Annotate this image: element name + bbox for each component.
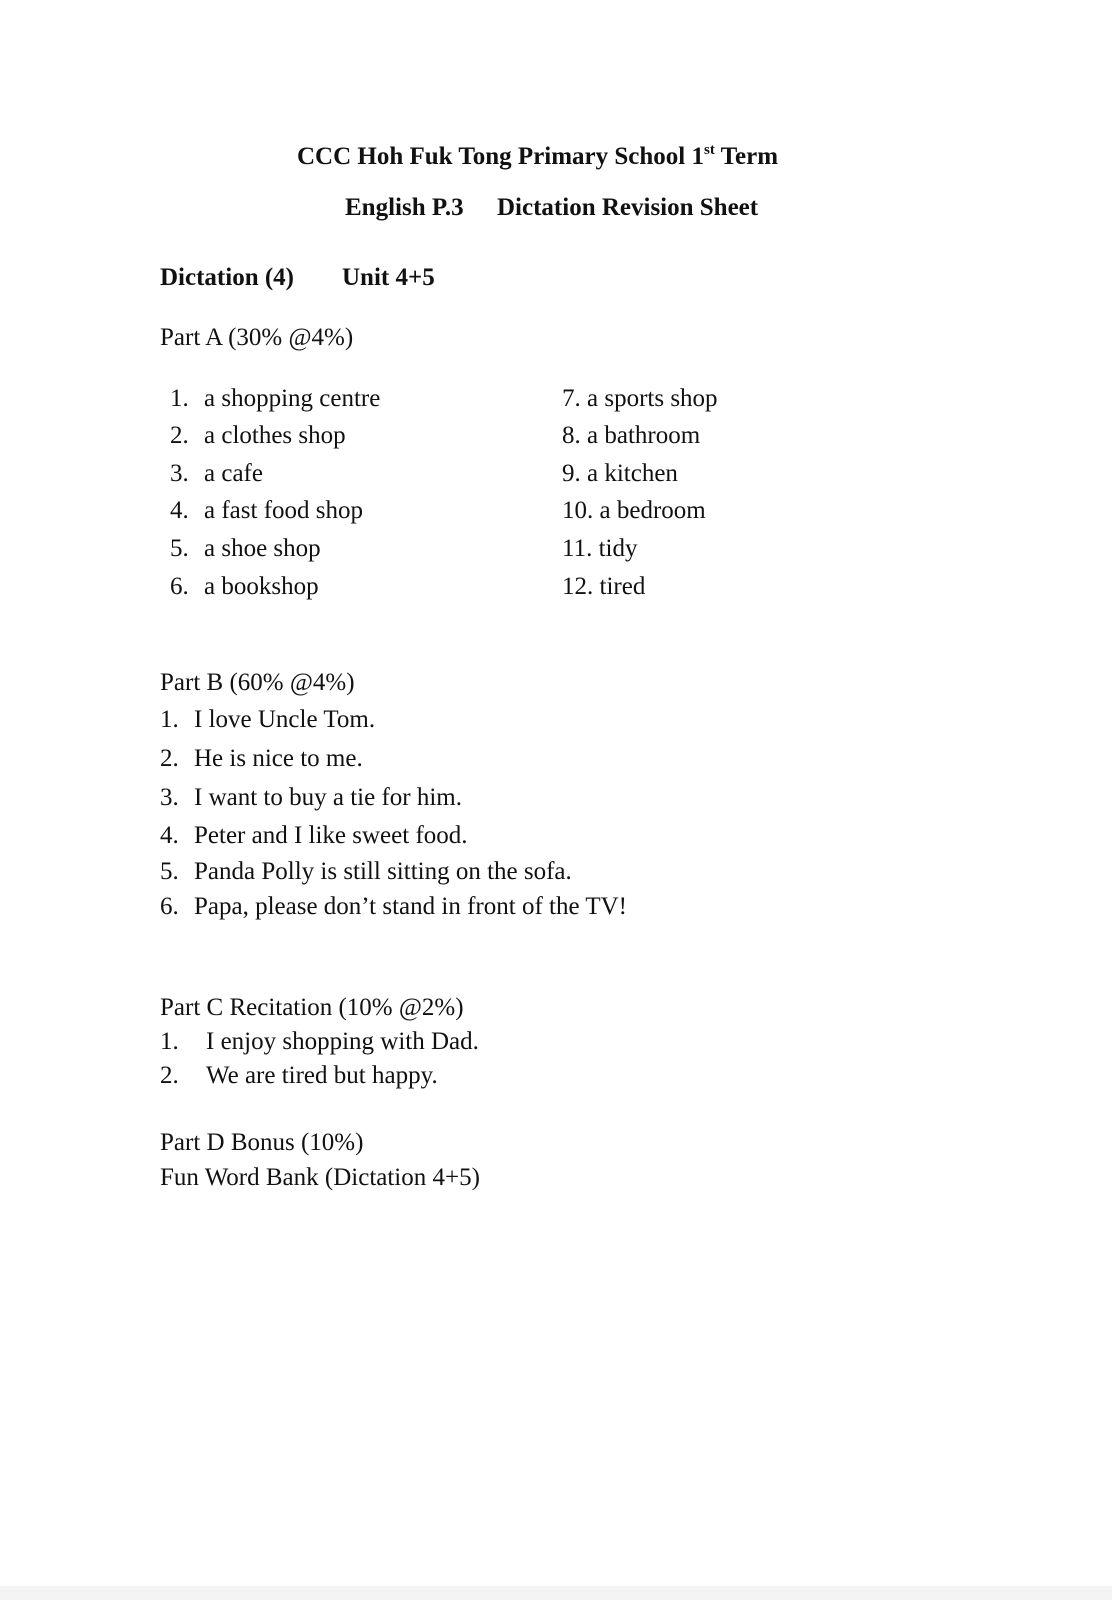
list-item: 9. a kitchen xyxy=(562,460,678,487)
part-d-subtitle: Fun Word Bank (Dictation 4+5) xyxy=(160,1164,480,1191)
item-number: 3. xyxy=(160,784,179,811)
item-number: 3. xyxy=(170,460,189,487)
list-item xyxy=(170,534,189,564)
school-title-superscript: st xyxy=(704,142,715,158)
sentence-text: He is nice to me. xyxy=(194,745,363,772)
item-number: 6. xyxy=(160,893,179,920)
unit-label: Unit 4+5 xyxy=(342,264,435,291)
list-item-text: a shoe shop xyxy=(204,535,321,562)
list-item-text: a clothes shop xyxy=(204,422,346,449)
list-item xyxy=(170,496,189,526)
item-number: 5. xyxy=(170,535,189,562)
recitation-text: We are tired but happy. xyxy=(206,1062,438,1089)
list-item xyxy=(170,384,189,414)
page-bottom-edge xyxy=(0,1586,1112,1600)
item-number: 1. xyxy=(160,706,179,733)
item-number: 5. xyxy=(160,858,179,885)
list-item-text: a bookshop xyxy=(204,573,319,600)
list-item xyxy=(170,572,189,602)
list-item: 11. tidy xyxy=(562,535,638,562)
item-number: 1. xyxy=(160,1028,179,1055)
list-item: 12. tired xyxy=(562,573,646,600)
item-number: 4. xyxy=(160,822,179,849)
sentence-text: Peter and I like sweet food. xyxy=(194,822,468,849)
recitation-text: I enjoy shopping with Dad. xyxy=(206,1028,479,1055)
list-item xyxy=(170,459,189,489)
subject-label: English P.3 xyxy=(345,194,464,221)
list-item-text: a fast food shop xyxy=(204,497,363,524)
item-number: 6. xyxy=(170,573,189,600)
part-c-title: Part C Recitation (10% @2%) xyxy=(160,994,464,1021)
school-title xyxy=(297,142,778,172)
item-number: 2. xyxy=(170,422,189,449)
item-number: 4. xyxy=(170,497,189,524)
part-d-title: Part D Bonus (10%) xyxy=(160,1129,364,1156)
school-title-suffix: Term xyxy=(714,143,779,170)
school-title-text: CCC Hoh Fuk Tong Primary School 1 xyxy=(297,143,705,170)
item-number: 2. xyxy=(160,1062,179,1089)
sentence-text: I love Uncle Tom. xyxy=(194,706,376,733)
item-number: 2. xyxy=(160,745,179,772)
list-item: 8. a bathroom xyxy=(562,422,701,449)
list-item-text: a shopping centre xyxy=(204,385,381,412)
list-item: 10. a bedroom xyxy=(562,497,706,524)
part-a-title: Part A (30% @4%) xyxy=(160,324,354,351)
sentence-text: Panda Polly is still sitting on the sofa. xyxy=(194,858,572,885)
list-item-text: a cafe xyxy=(204,460,263,487)
part-b-title: Part B (60% @4%) xyxy=(160,669,355,696)
sentence-text: Papa, please don’t stand in front of the TV! xyxy=(194,893,628,920)
sentence-text: I want to buy a tie for him. xyxy=(194,784,462,811)
sheet-title: Dictation Revision Sheet xyxy=(497,194,759,221)
list-item xyxy=(170,421,189,451)
list-item: 7. a sports shop xyxy=(562,385,718,412)
item-number: 1. xyxy=(170,385,189,412)
dictation-label: Dictation (4) xyxy=(160,264,294,291)
